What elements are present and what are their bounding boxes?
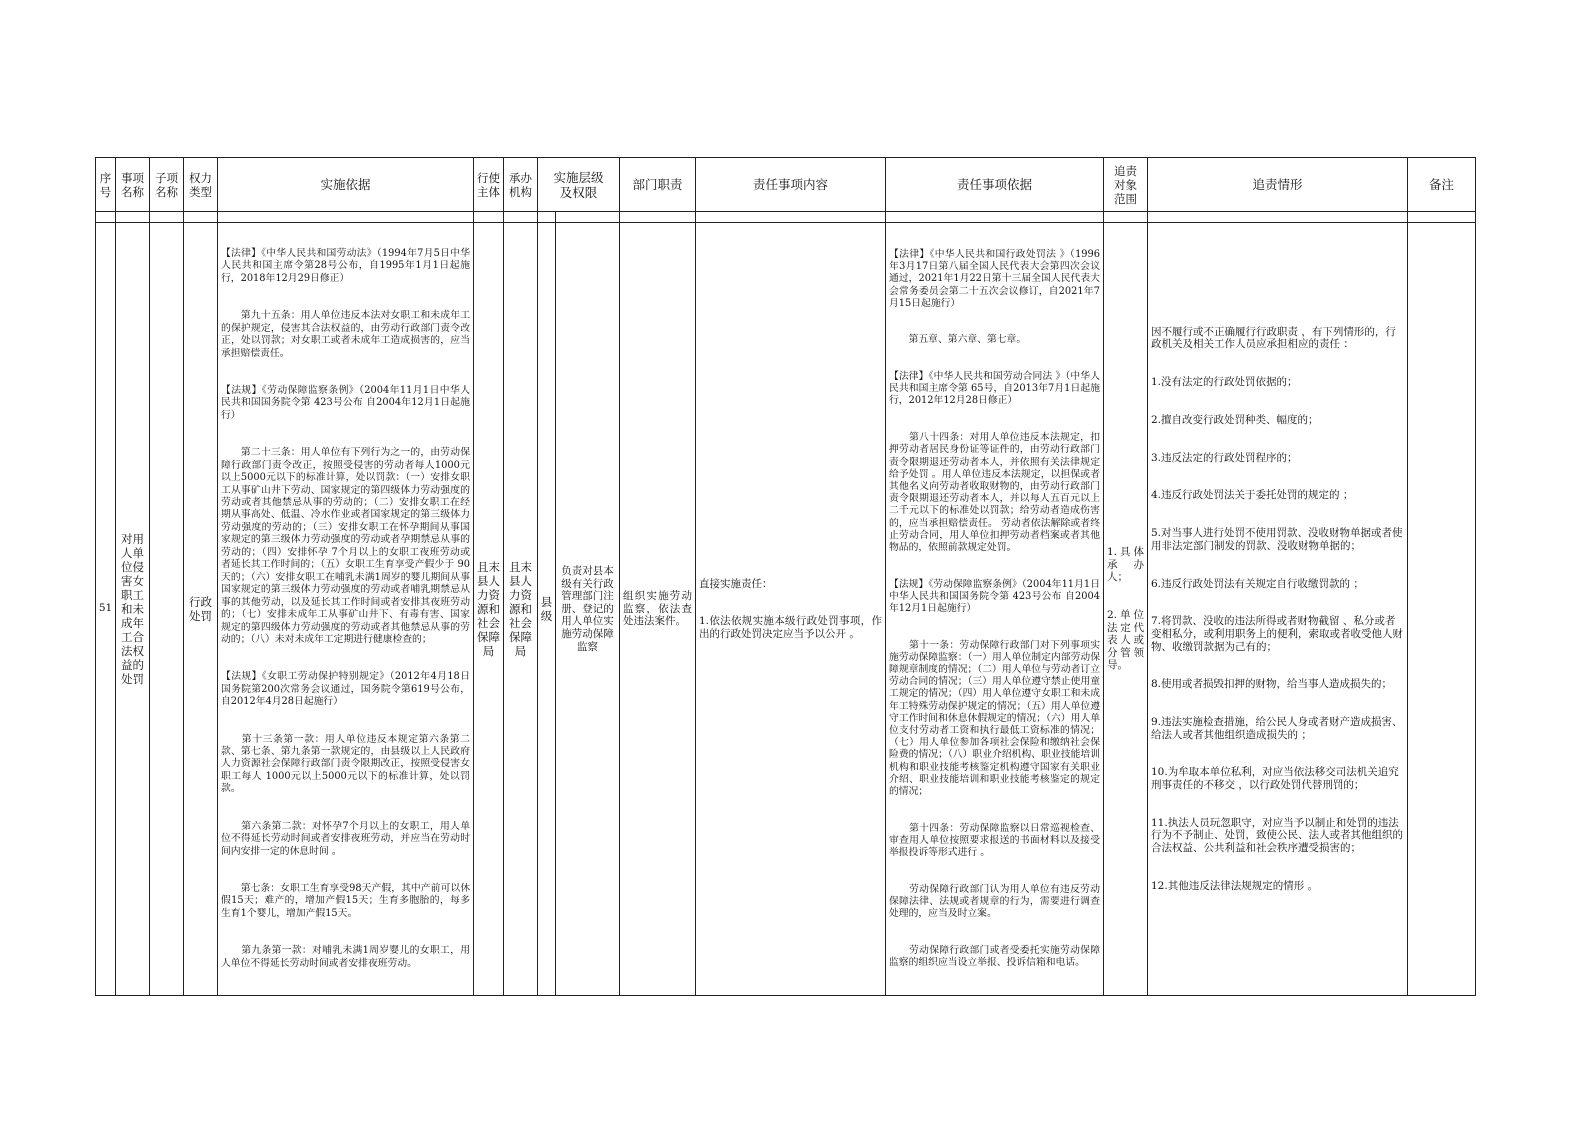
responsibility-line: 1.依法依规实施本级行政处罚事项，作出的行政处罚决定应当予以公开 。 (699, 615, 882, 640)
basis-paragraph: 第七条：女职工生育享受98天产假，其中产前可以休假15天；难产的，增加产假15天；生育多胞胎的，每多生育1个婴儿，增加产假15天。 (221, 883, 470, 919)
header-sub-item: 子项名称 (150, 158, 184, 212)
header-level: 实施层级及权限 (538, 158, 620, 212)
row-scope (1104, 223, 1148, 996)
row-org: 且末县人力资源和社会保障局 (504, 223, 538, 996)
header-resp-basis: 责任事项依据 (886, 158, 1104, 212)
power-list-table (95, 157, 1476, 996)
row-sub-item (150, 223, 184, 996)
row-basis (218, 223, 474, 996)
row-authority: 负责对县本级有关行政管理部门注册、登记的用人单位实施劳动保障监察 (556, 223, 620, 996)
basis-paragraph: 【法规】《女职工劳动保护特别规定》（2012年4月18日国务院第200次常务会议通过，国务院令第619号公布，自2012年4月28日起施行） (221, 671, 470, 708)
accountability-line: 11.执法人员玩忽职守，对应当予以制止和处罚的违法行为不予制止、处罚，致使公民、法人或者其他组织的合法权益、公共利益和社会秩序遭受损害的； (1151, 816, 1403, 855)
basis-paragraph: 【法规】《劳动保障监察条例》（2004年11月1日中华人民共和国国务院令第 423号公布 自2004年12月1日起施行） (221, 384, 470, 421)
resp-basis-paragraph: 【法律】《中华人民共和国劳动合同法 》（中华人民共和国主席令第 65号，自2013年7月1日起施行，2012年12月28日修正） (889, 371, 1100, 407)
resp-basis-paragraph: 第十一条：劳动保障行政部门对下列事项实施劳动保障监察：（一）用人单位制定内部劳动保障规章制度的情况；（二）用人单位与劳动者订立劳动合同的情况；（三）用人单位遵守禁止使用童工规定的情况；（四）用人单位遵守女职工和未成年工特殊劳动保护规定的情况；（五）用人单位遵守工作时间和休息休假规定的情况；（六）用人单位支付劳动者工资和执行最低工资标准的情况；（七）用人单位参加各项社会保险和缴纳社会保险费的情况；（八）职业介绍机构、职业技能培训机构和职业技能考核鉴定机构遵守国家有关职业介绍、职业技能培训和职业技能考核鉴定的规定的情况； (889, 639, 1100, 797)
basis-paragraph: 第九条第一款：对哺乳未满1周岁婴儿的女职工，用人单位不得延长劳动时间或者安排夜班劳动。 (221, 945, 470, 969)
spacer-row (96, 212, 1476, 223)
header-basis: 实施依据 (218, 158, 474, 212)
header-index: 序号 (96, 158, 116, 212)
accountability-line: 因不履行或不正确履行行政职责 ，有下列情形的，行政机关及相关工作人员应承担相应的责任 ： (1151, 325, 1396, 351)
accountability-line: 8.使用或者损毁扣押的财物，给当事人造成损失的； (1151, 678, 1393, 691)
row-resp-basis (886, 223, 1104, 996)
accountability-line: 12.其他违反法律法规规定的情形 。 (1151, 879, 1319, 892)
accountability-line: 3.违反法定的行政处罚程序的； (1151, 451, 1298, 464)
row-accountability (1148, 223, 1408, 996)
basis-paragraph: 第九十五条：用人单位违反本法对女职工和未成年工的保护规定，侵害其合法权益的，由劳动行政部门责令改正，处以罚款；对女职工或者未成年工造成损害的，应当承担赔偿责任。 (221, 310, 470, 359)
header-org: 承办机构 (504, 158, 538, 212)
header-accountability: 追责情形 (1148, 158, 1408, 212)
accountability-line: 5.对当事人进行处罚不使用罚款、没收财物单据或者使用非法定部门制发的罚款、没收财物单据的； (1151, 527, 1403, 552)
accountability-line: 2.擅自改变行政处罚种类、幅度的； (1151, 413, 1319, 426)
resp-basis-paragraph: 【法律】《中华人民共和国行政处罚法 》（1996年3月17日第八届全国人民代表大会第四次会议通过，2021年1月22日第十三届全国人民代表大会常务委员会第二十五次会议修订，自2021年7月15日起施行） (889, 249, 1100, 309)
row-power-type: 行政处罚 (184, 223, 218, 996)
table-row (96, 223, 1476, 996)
basis-paragraph: 【法律】《中华人民共和国劳动法》（1994年7月5日中华人民共和国主席令第28号公布，自1995年1月1日起施行，2018年12月29日修正） (221, 247, 470, 284)
accountability-line: 10.为牟取本单位私利，对应当依法移交司法机关追究刑事责任的不移交 ，以行政处罚代替刑罚的； (1151, 766, 1399, 792)
row-index: 51 (96, 223, 116, 996)
responsibility-line: 直接实施责任： (699, 577, 773, 590)
resp-basis-paragraph: 【法规】《劳动保障监察条例》（2004年11月1日中华人民共和国国务院令第 423号公布 自2004年12月1日起施行） (889, 578, 1100, 614)
accountability-line: 6.违反行政处罚法有关规定自行收缴罚款的 ； (1151, 577, 1364, 590)
resp-basis-paragraph: 第十四条：劳动保障监察以日常巡视检查、审查用人单位按照要求报送的书面材料以及接受举报投诉等形式进行 。 (889, 822, 1100, 858)
resp-basis-paragraph: 劳动保障行政部门认为用人单位有违反劳动保障法律、法规或者规章的行为，需要进行调查处理的，应当及时立案。 (889, 883, 1100, 920)
scope-line: 1.具体承办人； (1107, 546, 1144, 584)
basis-paragraph: 第六条第二款：对怀孕7个月以上的女职工，用人单位不得延长劳动时间或者安排夜班劳动，并应当在劳动时间内安排一定的休息时间 。 (221, 820, 470, 857)
resp-basis-paragraph: 第八十四条：对用人单位违反本法规定，扣押劳动者居民身份证等证件的，由劳动行政部门责令限期退还劳动者本人，并依照有关法律规定给予处罚 。用人单位违反本法规定，以担保或者其他名义向劳动者收取财物的，由劳动行政部门责令限期退还劳动者本人，并以每人五百元以上二千元以下的标准处以罚款；给劳动者造成伤害的，应当承担赔偿责任。 劳动者依法解除或者终止劳动合同，用人单位扣押劳动者档案或者其他物品的，依照前款规定处罚。 (889, 432, 1100, 553)
header-scope: 追责对象范围 (1104, 158, 1148, 212)
scope-line: 2.单位法定代表人或分管领导。 (1107, 609, 1144, 672)
accountability-line: 7.将罚款、没收的违法所得或者财物截留 、私分或者变相私分，或利用职务上的便利，索取或者收受他人财物、收缴罚款据为己有的； (1151, 615, 1403, 653)
row-remarks (1408, 223, 1476, 996)
accountability-line: 9.违法实施检查措施，给公民人身或者财产造成损害、给法人或者其他组织造成损失的 ； (1151, 716, 1403, 741)
basis-paragraph: 第二十三条：用人单位有下列行为之一的，由劳动保障行政部门责令改正，按照受侵害的劳动者每人1000元以上5000元以下的标准计算，处以罚款：（一）安排女职工从事矿山井下劳动、国家规定的第四级体力劳动强度的劳动或者其他禁忌从事的劳动的；（二）安排女职工在经期从事高处、低温、冷水作业或者国家规定的第三级体力劳动强度的劳动的；（三）安排女职工在怀孕期间从事国家规定的第三级体力劳动强度的劳动或者孕期禁忌从事的劳动的；（四）安排怀孕 7个月以上的女职工夜班劳动或者延长其工作时间的；（五）女职工生育享受产假少于 90天的；（六）安排女职工在哺乳未满1周岁的婴儿期间从事国家规定的第三级体力劳动强度的劳动或者哺乳期禁忌从事的其他劳动，以及延长其工作时间或者安排其夜班劳动的；（七）安排未成年工从事矿山井下、有毒有害、国家规定的第四级体力劳动强度的劳动或者其他禁忌从事的劳动的；（八）未对未成年工定期进行健康检查的； (221, 447, 470, 645)
header-row (96, 158, 1476, 212)
row-item-name: 对用人单位侵害女职工和未成年工合法权益的处罚 (116, 223, 150, 996)
header-duty: 部门职责 (620, 158, 696, 212)
header-subject: 行使主体 (474, 158, 504, 212)
accountability-line: 1.没有法定的行政处罚依据的； (1151, 376, 1298, 389)
row-duty: 组织实施劳动监察，依法查处违法案件。 (620, 223, 696, 996)
row-level: 县级 (538, 223, 556, 996)
accountability-line: 4.违反行政处罚法关于委托处罚的规定的 ； (1151, 489, 1354, 502)
header-remarks: 备注 (1408, 158, 1476, 212)
header-power-type: 权力类型 (184, 158, 218, 212)
header-item-name: 事项名称 (116, 158, 150, 212)
resp-basis-paragraph: 第五章、第六章、第七章。 (889, 334, 1027, 346)
row-responsibility (696, 223, 886, 996)
header-responsibility: 责任事项内容 (696, 158, 886, 212)
resp-basis-paragraph: 劳动保障行政部门或者受委托实施劳动保障监察的组织应当设立举报、投诉信箱和电话。 (889, 944, 1100, 968)
basis-paragraph: 第十三条第一款：用人单位违反本规定第六条第二款、第七条、第九条第一款规定的，由县级以上人民政府人力资源社会保障行政部门责令限期改正，按照受侵害女职工每人 1000元以上5000元以下的标准计算，处以罚款。 (221, 733, 470, 795)
row-subject: 且末县人力资源和社会保障局 (474, 223, 504, 996)
